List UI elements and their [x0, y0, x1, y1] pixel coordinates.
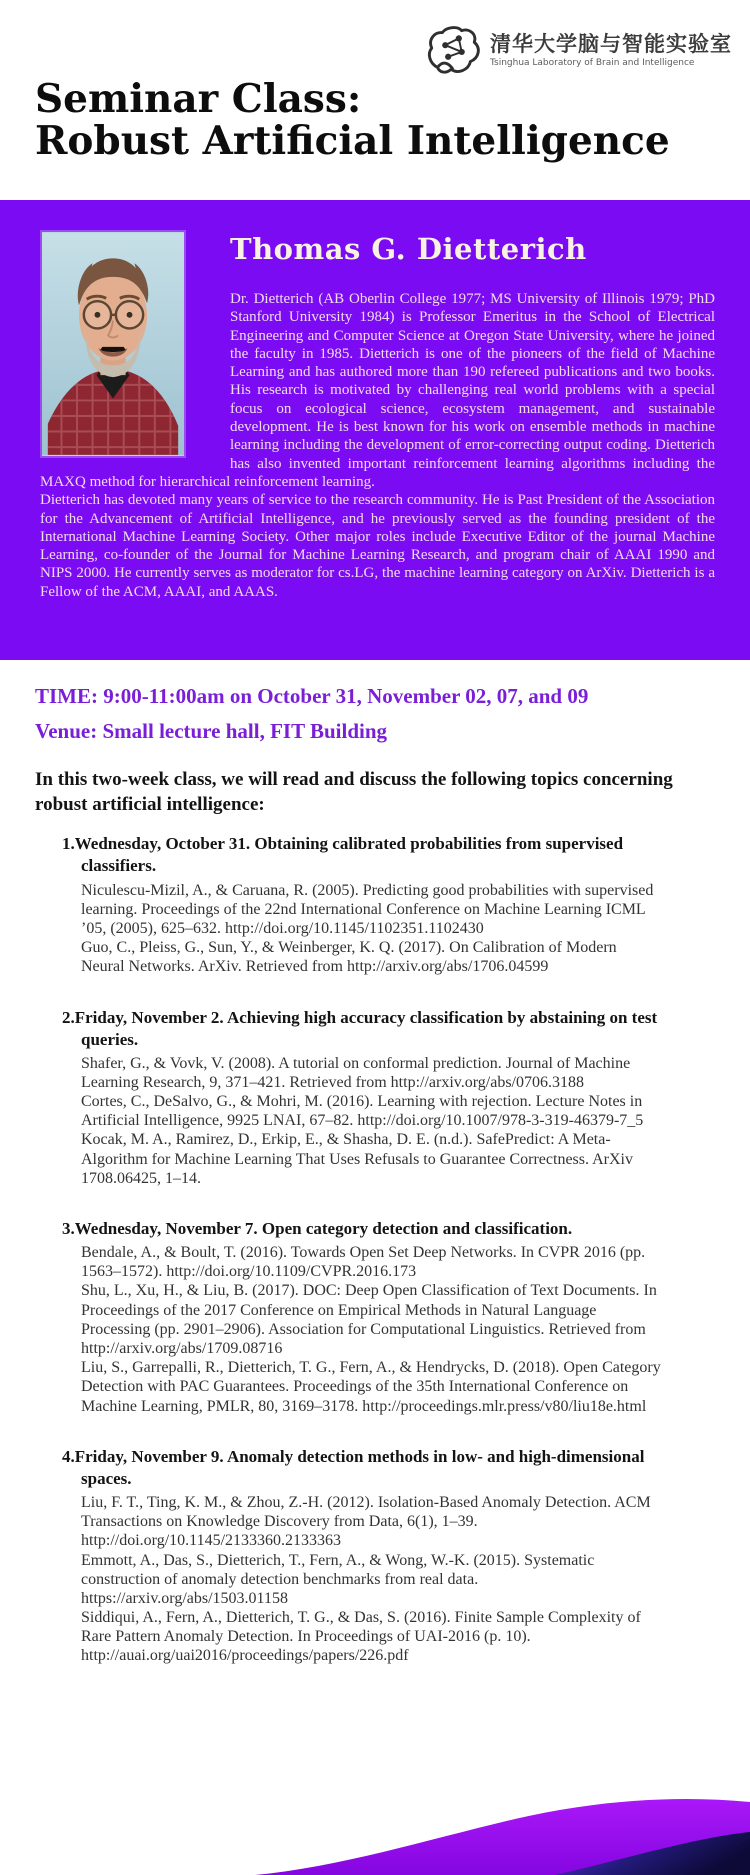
topic-heading: 1.Wednesday, October 31. Obtaining calibrated probabilities from supervised classifiers. [62, 834, 624, 876]
reference-item: Bendale, A., & Boult, T. (2016). Towards Open Set Deep Networks. In CVPR 2016 (pp. 1563–1572). http://doi.org/10.1109/CVPR.2016.173 [81, 1244, 646, 1281]
venue-line: Venue: Small lecture hall, FIT Building [35, 719, 388, 743]
lab-logo [424, 24, 732, 76]
page-title [35, 76, 670, 165]
topic-heading: 2.Friday, November 2. Achieving high accuracy classification by abstaining on test queries. [62, 1007, 658, 1049]
reference-list [62, 1243, 662, 1416]
reference-item: Kocak, M. A., Ramirez, D., Erkip, E., & Shasha, D. E. (n.d.). SafePredict: A Meta-Algorithm for Machine Learning That Uses Refusals to Guarantee Correctness. ArXiv 1708.06425, 1–14. [81, 1131, 633, 1187]
reference-item: Liu, S., Garrepalli, R., Dietterich, T. G., Fern, A., & Hendrycks, D. (2018). Open Category Detection with PAC Guarantees. Proceedings of the 35th International Conference on Machine Learning, PMLR, 80, 3169–3178. http://proceedings.mlr.press/v80/liu18e.html [81, 1359, 661, 1415]
page-title-line1: Seminar Class: [35, 76, 362, 122]
lab-name-chinese: 清华大学脑与智能实验室 [490, 31, 732, 56]
page-title-line2: Robust Artificial Intelligence [35, 118, 670, 165]
reference-list [62, 1054, 662, 1188]
reference-item: Shafer, G., & Vovk, V. (2008). A tutorial on conformal prediction. Journal of Machine Learning Research, 9, 371–421. Retrieved from http://arxiv.org/abs/0706.3188 [81, 1054, 631, 1091]
topic-item-4 [62, 1446, 715, 1666]
topic-number: 1. [62, 834, 75, 854]
topic-item-2 [62, 1007, 715, 1189]
intro-text: In this two-week class, we will read and discuss the following topics concerning robust artificial intelligence: [35, 769, 673, 815]
reference-item: Emmott, A., Das, S., Dietterich, T., Fern, A., & Wong, W.-K. (2015). Systematic construction of anomaly detection benchmarks from real data. https://arxiv.org/abs/1503.01158 [81, 1551, 595, 1607]
reference-list [62, 881, 662, 977]
topic-number: 2. [62, 1007, 75, 1027]
reference-item: Siddiqui, A., Fern, A., Dietterich, T. G., & Das, S. (2016). Finite Sample Complexity of Rare Pattern Anomaly Detection. In Proceedings of UAI-2016 (p. 10). http://auai.org/uai2016/proceedings/papers/226.pdf [81, 1609, 641, 1665]
speaker-bio-paragraph-1: Dr. Dietterich (AB Oberlin College 1977; MS University of Illinois 1979; PhD Stanford University 1984) is Professor Emeritus in the School of Electrical Engineering and Computer Science at Oregon State University, where he joined the faculty in 1985. Dietterich is one of the pioneers of the field of Machine Learning and has authored more than 190 refereed publications and two books. His research is motivated by challenging real world problems with a special focus on ecological science, ecosystem management, and sustainable development. He is best known for his work on ensemble methods in machine learning including the development of error-correcting output coding. Dietterich has also invented important reinforcement learning algorithms including the MAXQ method for hierarchical reinforcement learning. [40, 291, 715, 490]
reference-item: Niculescu-Mizil, A., & Caruana, R. (2005). Predicting good probabilities with supervised learning. Proceedings of the 22nd International Conference on Machine Learning ICML ’05, (2005), 625–632. http://doi.org/10.1145/1102351.1102430 [81, 881, 654, 937]
topic-heading: 3.Wednesday, November 7. Open category detection and classification. [62, 1219, 573, 1238]
schedule-section [0, 660, 750, 744]
page-header [0, 0, 750, 200]
reference-item: Guo, C., Pleiss, G., Sun, Y., & Weinberger, K. Q. (2017). On Calibration of Modern Neural Networks. ArXiv. Retrieved from http://arxiv.org/abs/1706.04599 [81, 939, 617, 976]
reference-item: Cortes, C., DeSalvo, G., & Mohri, M. (2016). Learning with rejection. Lecture Notes in Artificial Intelligence, 9925 LNAI, 67–82. http://doi.org/10.1007/978-3-319-46379-7_5 [81, 1093, 644, 1130]
brain-logo-icon [424, 24, 482, 76]
speaker-section [0, 200, 750, 660]
reference-item: Shu, L., Xu, H., & Liu, B. (2017). DOC: Deep Open Classification of Text Documents. In Proceedings of the 2017 Conference on Empirical Methods in Natural Language Processing (pp. 2901–2906). Association for Computational Linguistics. Retrieved from http://arxiv.org/abs/1709.08716 [81, 1282, 657, 1358]
topic-list [62, 833, 715, 1665]
lab-name-english: Tsinghua Laboratory of Brain and Intelligence [490, 58, 695, 69]
reference-list [62, 1493, 662, 1666]
topic-number: 4. [62, 1446, 75, 1466]
topic-item-3 [62, 1218, 715, 1416]
speaker-bio-paragraph-2: Dietterich has devoted many years of service to the research community. He is Past President of the Association for the Advancement of Artificial Intelligence, and he previously served as the founding president of the International Machine Learning Society. Other major roles include Executive Editor of the journal Machine Learning, co-founder of the Journal for Machine Learning Research, and program chair of AAAI 1990 and NIPS 2000. He currently serves as moderator for cs.LG, the machine learning category on ArXiv. Dietterich is a Fellow of the ACM, AAAI, and AAAS. [40, 492, 715, 600]
time-line: TIME: 9:00-11:00am on October 31, November 02, 07, and 09 [35, 684, 589, 708]
speaker-photo [40, 230, 186, 458]
footer-wave-decoration [0, 1775, 750, 1875]
reference-item: Liu, F. T., Ting, K. M., & Zhou, Z.-H. (2012). Isolation-Based Anomaly Detection. ACM Transactions on Knowledge Discovery from Data, 6(1), 1–39. http://doi.org/10.1145/2133360.2133363 [81, 1493, 651, 1550]
topic-number: 3. [62, 1219, 75, 1238]
topic-item-1 [62, 833, 715, 976]
speaker-name: Thomas G. Dietterich [230, 232, 587, 266]
topic-heading: 4.Friday, November 9. Anomaly detection methods in low- and high-dimensional spaces. [62, 1446, 645, 1488]
